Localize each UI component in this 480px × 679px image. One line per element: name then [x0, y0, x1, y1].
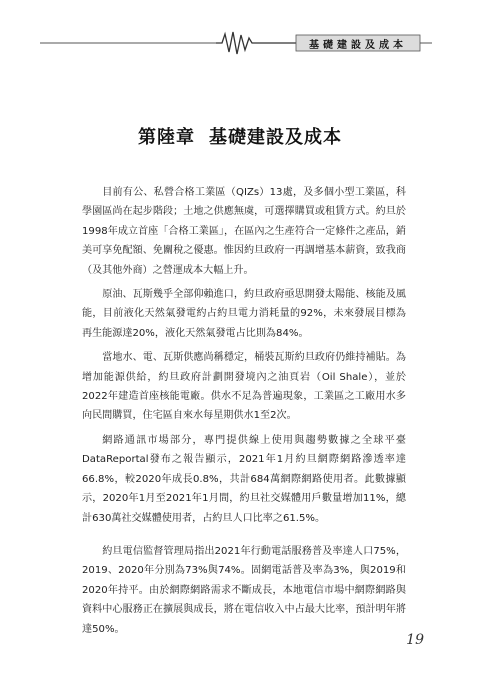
paragraph: 原油、瓦斯幾乎全部仰賴進口，約旦政府亟思開發太陽能、核能及風能，目前液化天然氣發電約占約旦電力消耗量的92%，未來發展目標為再生能源達20%，液化天然氣發電占比則為84%。	[82, 289, 406, 339]
paragraph: 網路通訊市場部分，專門提供線上使用與趨勢數據之全球平臺DataReportal發布之報告顯示，2021年1月約旦網際網路滲透率達66.8%，較2020年成長0.8%，共計684萬網際網路使用者。此數據顯示，2020年1月至2021年1月間，約旦社交媒體用戶數量增加11%，總計630萬社交媒體使用者，占約旦人口比率之61.5%。	[82, 434, 406, 524]
chapter-number: 第陸章	[138, 127, 195, 148]
running-header	[0, 30, 480, 56]
paragraph: 目前有公、私營合格工業區（QIZs）13處，及多個小型工業區，科學園區尚在起步階段；土地之供應無虞，可選擇購買或租賃方式。約旦於1998年成立首座「合格工業區」，在區內之生產符合一定條件之產品，銷美可享免配額、免關稅之優惠。惟因約旦政府一再調增基本薪資，致我商（及其他外商）之營運成本大幅上升。	[82, 187, 406, 276]
running-header-title: 基礎建設及成本	[309, 39, 407, 51]
paragraph: 約旦電信監督管理局指出2021年行動電話服務普及率達人口75%，2019、2020年分別為73%與74%。固網電話普及率為3%，與2019和2020年持平。由於網際網路需求不斷成長，本地電信市場中網際網路與資料中心服務正在擴展與成長，將在電信收入中占最大比率，預計明年將達50%。	[82, 545, 406, 635]
body-text	[82, 183, 406, 644]
chapter-title: 基礎建設及成本	[209, 127, 342, 148]
page-number: 19	[406, 632, 424, 648]
paragraph: 當地水、電、瓦斯供應尚稱穩定，桶裝瓦斯約旦政府仍維持補貼。為增加能源供給，約旦政府計劃開發境內之油頁岩（Oil Shale），並於2022年建造首座核能電廠。供水不足為普遍現象，工業區之工廠用水多向民間購買，住宅區自來水每星期供水1至2次。	[82, 352, 406, 422]
chapter-heading	[0, 123, 480, 149]
